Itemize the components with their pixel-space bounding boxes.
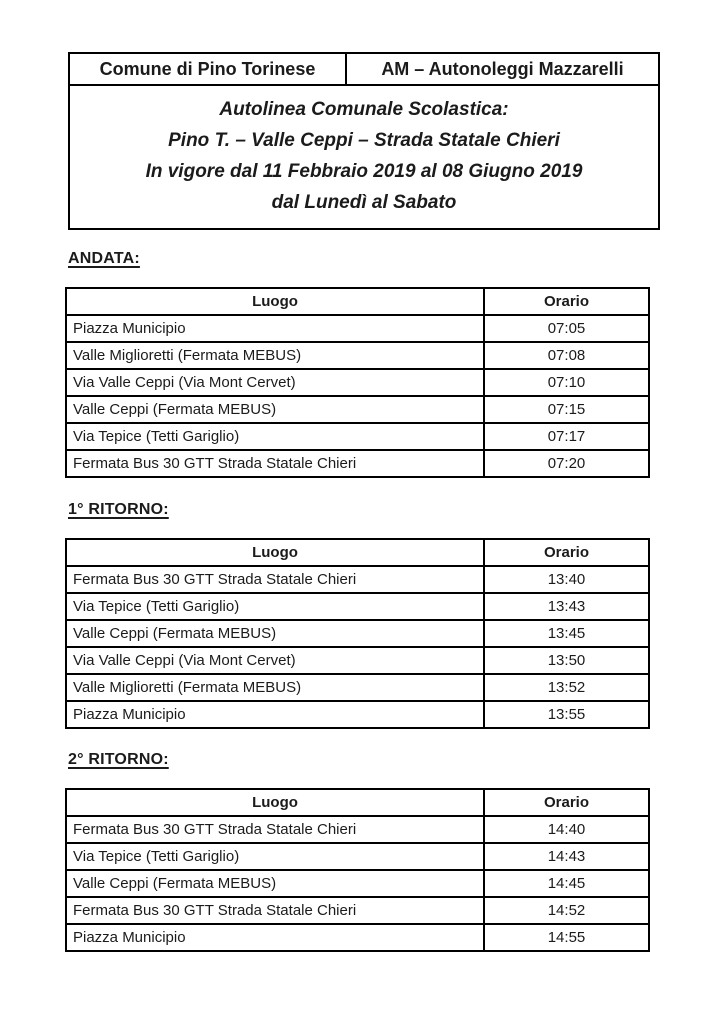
- column-header-luogo: Luogo: [66, 789, 484, 816]
- stop-name-cell: Fermata Bus 30 GTT Strada Statale Chieri: [66, 566, 484, 593]
- subtitle-line-days: dal Lunedì al Sabato: [271, 192, 457, 213]
- time-cell: 14:45: [484, 870, 649, 897]
- time-cell: 07:10: [484, 369, 649, 396]
- table-row: [66, 674, 649, 701]
- table-row: [66, 342, 649, 369]
- timetable-ritorno-1: [65, 538, 650, 729]
- time-cell: 13:40: [484, 566, 649, 593]
- table-row: [66, 897, 649, 924]
- section-heading-ritorno-1: 1° RITORNO:: [68, 501, 169, 518]
- table-row: [66, 593, 649, 620]
- table-row: [66, 369, 649, 396]
- time-cell: 07:15: [484, 396, 649, 423]
- stop-name-cell: Via Tepice (Tetti Gariglio): [66, 423, 484, 450]
- table-row: [66, 396, 649, 423]
- timetable-ritorno-2: [65, 788, 650, 952]
- stop-name-cell: Via Tepice (Tetti Gariglio): [66, 593, 484, 620]
- stop-name-cell: Via Valle Ceppi (Via Mont Cervet): [66, 647, 484, 674]
- stop-name-cell: Valle Ceppi (Fermata MEBUS): [66, 396, 484, 423]
- table-row: [66, 701, 649, 728]
- time-cell: 13:50: [484, 647, 649, 674]
- header-right-cell: AM – Autonoleggi Mazzarelli: [381, 59, 624, 79]
- column-header-orario: Orario: [484, 288, 649, 315]
- stop-name-cell: Piazza Municipio: [66, 701, 484, 728]
- stop-name-cell: Via Valle Ceppi (Via Mont Cervet): [66, 369, 484, 396]
- table-header-row: [66, 539, 649, 566]
- table-header-row: [66, 288, 649, 315]
- time-cell: 13:43: [484, 593, 649, 620]
- time-cell: 14:55: [484, 924, 649, 951]
- column-header-luogo: Luogo: [66, 539, 484, 566]
- time-cell: 07:17: [484, 423, 649, 450]
- stop-name-cell: Valle Ceppi (Fermata MEBUS): [66, 870, 484, 897]
- time-cell: 07:05: [484, 315, 649, 342]
- time-cell: 13:45: [484, 620, 649, 647]
- subtitle-line-route-stops: Pino T. – Valle Ceppi – Strada Statale Chieri: [168, 130, 560, 151]
- stop-name-cell: Fermata Bus 30 GTT Strada Statale Chieri: [66, 897, 484, 924]
- stop-name-cell: Valle Miglioretti (Fermata MEBUS): [66, 674, 484, 701]
- header-table: [68, 52, 660, 230]
- time-cell: 13:52: [484, 674, 649, 701]
- table-row: [66, 620, 649, 647]
- table-row: [66, 647, 649, 674]
- time-cell: 07:20: [484, 450, 649, 477]
- column-header-orario: Orario: [484, 789, 649, 816]
- stop-name-cell: Valle Ceppi (Fermata MEBUS): [66, 620, 484, 647]
- table-row: [66, 843, 649, 870]
- section-heading-andata: ANDATA:: [68, 250, 140, 267]
- header-left-cell: Comune di Pino Torinese: [70, 54, 347, 84]
- table-row: [66, 816, 649, 843]
- table-row: [66, 566, 649, 593]
- table-row: [66, 924, 649, 951]
- column-header-luogo: Luogo: [66, 288, 484, 315]
- stop-name-cell: Piazza Municipio: [66, 924, 484, 951]
- stop-name-cell: Fermata Bus 30 GTT Strada Statale Chieri: [66, 450, 484, 477]
- subtitle-line-route-title: Autolinea Comunale Scolastica:: [219, 99, 509, 120]
- table-row: [66, 423, 649, 450]
- time-cell: 14:40: [484, 816, 649, 843]
- header-subtitle-block: [70, 86, 658, 228]
- stop-name-cell: Piazza Municipio: [66, 315, 484, 342]
- table-header-row: [66, 789, 649, 816]
- time-cell: 14:52: [484, 897, 649, 924]
- stop-name-cell: Valle Miglioretti (Fermata MEBUS): [66, 342, 484, 369]
- timetable-andata: [65, 287, 650, 478]
- header-title-row: [70, 54, 658, 86]
- table-row: [66, 450, 649, 477]
- stop-name-cell: Fermata Bus 30 GTT Strada Statale Chieri: [66, 816, 484, 843]
- time-cell: 14:43: [484, 843, 649, 870]
- stop-name-cell: Via Tepice (Tetti Gariglio): [66, 843, 484, 870]
- table-row: [66, 315, 649, 342]
- time-cell: 13:55: [484, 701, 649, 728]
- column-header-orario: Orario: [484, 539, 649, 566]
- subtitle-line-validity: In vigore dal 11 Febbraio 2019 al 08 Giugno 2019: [145, 161, 583, 182]
- table-row: [66, 870, 649, 897]
- section-heading-ritorno-2: 2° RITORNO:: [68, 751, 169, 768]
- time-cell: 07:08: [484, 342, 649, 369]
